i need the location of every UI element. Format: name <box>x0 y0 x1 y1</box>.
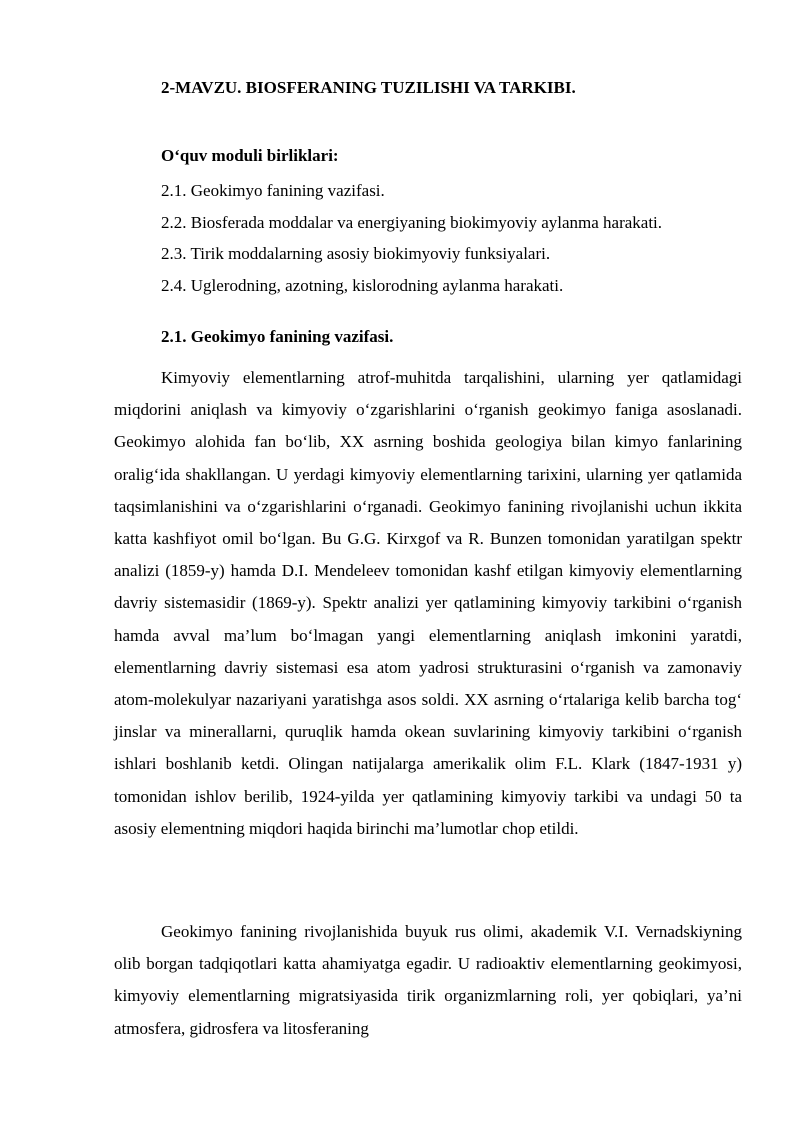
body-paragraph: Geokimyo fanining rivojlanishida buyuk rus olimi, akademik V.I. Vernadskiyning olib borgan tadqiqotlari katta ahamiyatga egadir. U radioaktiv elementlarning geokimyosi, kimyoviy elementlarning migratsiyasida tirik organizmlarning roli, yer qobiqlari, ya’ni atmosfera, gidrosfera va litosferaning <box>114 922 742 1038</box>
module-item: 2.3. Tirik moddalarning asosiy biokimyoviy funksiyalari. <box>161 244 551 263</box>
body-paragraph: Kimyoviy elementlarning atrof-muhitda tarqalishini, ularning yer qatlamidagi miqdorini aniqlash va kimyoviy o‘zgarishlarini o‘rganish geokimyo faniga asoslanadi. Geokimyo alohida fan bo‘lib, XX asrning boshida geologiya bilan kimyo fanlarining oralig‘ida shakllangan. U yerdagi kimyoviy elementlarning tarixini, ularning yer qatlamida taqsimlanishini va o‘zgarishlarini o‘rganadi. Geokimyo fanining rivojlanishi uchun ikkita katta kashfiyot omil bo‘lgan. Bu G.G. Kirxgof va R. Bunzen tomonidan yaratilgan spektr analizi (1859-y) hamda D.I. Mendeleev tomonidan kashf etilgan kimyoviy elementlarning davriy sistemasidir (1869-y). Spektr analizi yer qatlamining kimyoviy tarkibini o‘rganish hamda avval ma’lum bo‘lmagan yangi elementlarning aniqlash imkonini yaratdi, elementlarning davriy sistemasi esa atom yadrosi strukturasini o‘rganish va zamonaviy atom-molekulyar nazariyani yaratishga asos soldi. XX asrning o‘rtalariga kelib barcha tog‘ jinslar va minerallarni, quruqlik hamda okean suvlarining kimyoviy tarkibini o‘rganish ishlari boshlanib ketdi. Olingan natijalarga amerikalik olim F.L. Klark (1847-1931 y) tomonidan ishlov berilib, 1924-yilda yer qatlamining kimyoviy tarkibi va undagi 50 ta asosiy elementning miqdori haqida birinchi ma’lumotlar chop etildi. <box>114 368 742 838</box>
module-item: 2.2. Biosferada moddalar va energiyaning biokimyoviy aylanma harakati. <box>161 212 663 232</box>
module-item: 2.4. Uglerodning, azotning, kislorodning aylanma harakati. <box>161 275 564 295</box>
module-heading: O‘quv moduli birliklari: <box>161 146 339 165</box>
module-list <box>161 175 662 301</box>
module-item: 2.1. Geokimyo fanining vazifasi. <box>161 181 385 200</box>
page-title: 2-MAVZU. BIOSFERANING TUZILISHI VA TARKIBI. <box>161 78 576 97</box>
section-heading: 2.1. Geokimyo fanining vazifasi. <box>161 327 394 346</box>
